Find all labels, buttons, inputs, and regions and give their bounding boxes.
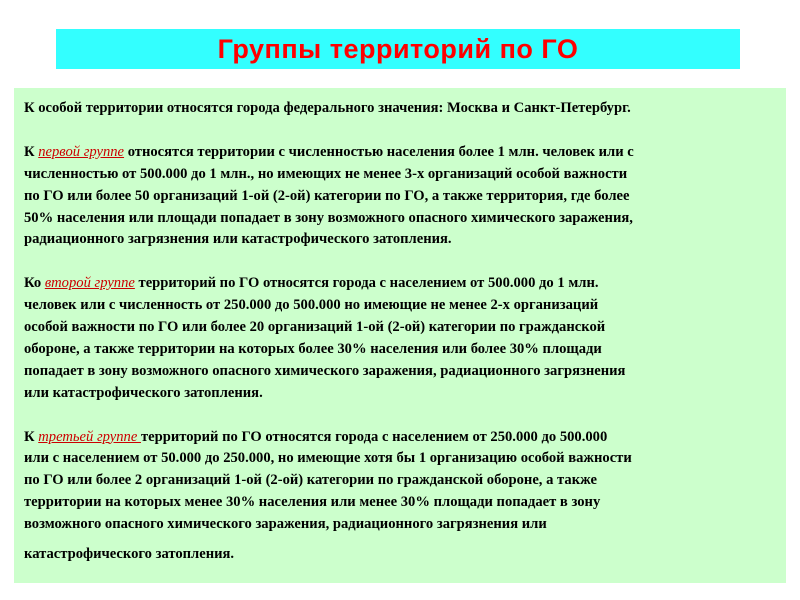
paragraph-second-group xyxy=(24,273,776,404)
paragraph-third-text: территорий по ГО относятся города с населением от 250.000 до 500.000 или с населением от 50.000 до 250.000, но имеющие хотя бы 1 организацию особой важности по ГО или более 2 организаций 1-ой (2-ой) категории по гражданской обороне, а также территории на которых менее 30% населения или менее 30% площади попадает в зону возможного опасного химического заражения, радиационного загрязнения или xyxy=(24,428,632,533)
second-group-link[interactable]: второй группе xyxy=(44,275,135,292)
title-banner xyxy=(56,29,740,69)
paragraph-third-prefix: К xyxy=(24,428,39,445)
slide-title: Группы территорий по ГО xyxy=(217,33,579,64)
paragraph-first-prefix: К xyxy=(24,143,39,160)
first-group-link[interactable]: первой группе xyxy=(38,143,125,160)
paragraph-first-text: относятся территории с численностью населения более 1 млн. человек или с численностью от 500.000 до 1 млн., но имеющих не менее 3-х организаций особой важности по ГО или более 50 организаций 1-ой (2-ой) категории по ГО, а также территория, где более 50% населения или площади попадает в зону возможного опасного химического заражения, радиационного загрязнения или катастрофического затопления. xyxy=(24,143,634,248)
third-group-link[interactable]: третьей группе xyxy=(38,428,141,445)
paragraph-second-prefix: Ко xyxy=(24,275,45,292)
paragraph-third-tail-text: катастрофического затопления. xyxy=(24,546,235,563)
paragraph-second-text: территорий по ГО относятся города с населением от 500.000 до 1 млн. человек или с численность от 250.000 до 500.000 но имеющие не менее 2-х организаций особой важности по ГО или более 20 организаций 1-ой (2-ой) категории по гражданской обороне, а также территории на которых более 30% населения или более 30% площади попадает в зону возможного опасного химического заражения, радиационного загрязнения или катастрофического затопления. xyxy=(24,275,626,401)
paragraph-special-text: К особой территории относятся города федерального значения: Москва и Санкт-Петербург. xyxy=(24,100,631,116)
paragraph-first-group xyxy=(24,142,776,252)
paragraph-special-territory xyxy=(24,98,776,120)
paragraph-third-tail xyxy=(24,544,776,566)
content-panel xyxy=(14,88,786,583)
paragraph-third-group xyxy=(24,427,776,537)
